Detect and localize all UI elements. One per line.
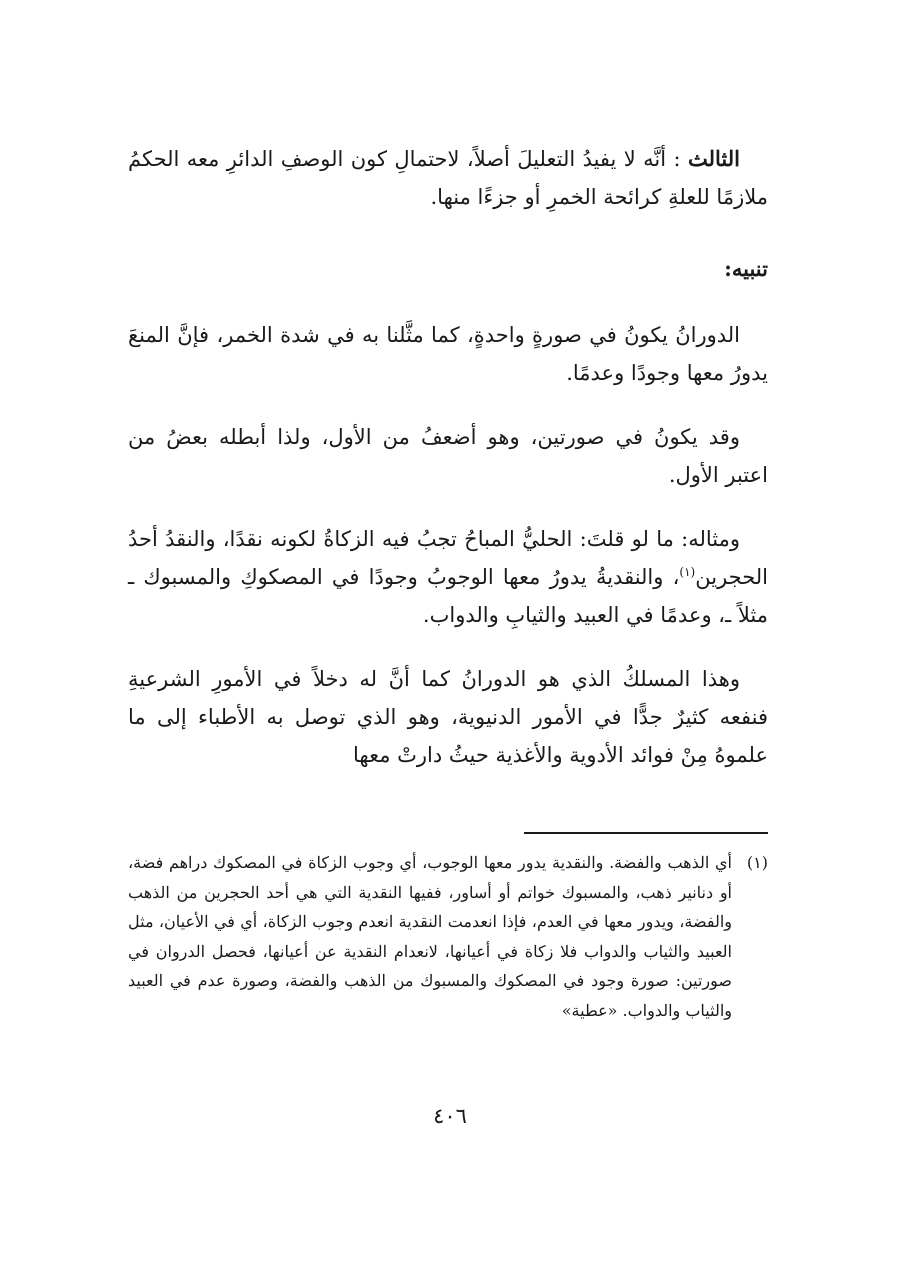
- footnote-number: (١): [746, 853, 768, 872]
- example-text-end: ، والنقديةُ يدورُ معها الوجوبُ وجودًا في المصكوكِ والمسبوك ـ مثلاً ـ، وعدمًا في العبيد والثيابِ والدواب.: [128, 565, 768, 627]
- example-text-start: ومثاله: ما لو قلتَ: الحليُّ المباحُ تجبُ فيه الزكاةُ لكونه نقدًا، والنقدُ أحدُ الحجرين: [128, 527, 768, 589]
- term-label: الثالث: [688, 146, 740, 171]
- page-number: ٤٠٦: [433, 1104, 467, 1128]
- paragraph-third-text: : أنَّه لا يفيدُ التعليلَ أصلاً، لاحتمالِ كون الوصفِ الدائرِ معه الحكمُ ملازمًا للعلةِ كرائحة الخمرِ أو جزءًا منها.: [128, 147, 768, 209]
- footnote: [128, 848, 768, 1025]
- main-text: [128, 140, 768, 774]
- footnote-divider: [524, 832, 768, 834]
- paragraph-example: [128, 520, 768, 634]
- paragraph-method: وهذا المسلكُ الذي هو الدورانُ كما أنَّ له دخلاً في الأمورِ الشرعيةِ فنفعه كثيرٌ جدًّا في الأمور الدنيوية، وهو الذي توصل به الأطباء إلى ما علموهُ مِنْ فوائد الأدوية والأغذية حيثُ دارتْ معها: [128, 667, 768, 767]
- paragraph-single-case: الدورانُ يكونُ في صورةٍ واحدةٍ، كما مثَّلنا به في شدة الخمر، فإنَّ المنعَ يدورُ معها وجودًا وعدمًا.: [128, 323, 768, 385]
- footnote-reference: (١): [679, 565, 696, 579]
- footnote-text: أي الذهب والفضة. والنقدية يدور معها الوجوب، أي وجوب الزكاة في المصكوك دراهم فضة، أو دنانير ذهب، والمسبوك خواتم أو أساور، ففيها النقدية التي هي أحد الحجرين من الذهب والفضة، ويدور معها في العدم، فإذا انعدمت النقدية انعدم وجوب الزكاة، أي في الأعيان، مثل العبيد والثياب والدواب فلا زكاة في أعيانها، لانعدام النقدية عن أعيانها، فحصل الدروان في صورتين: صورة وجود في المصكوك والمسبوك من الذهب والفضة، وصورة عدم في العبيد والثياب والدواب. «عطية»: [128, 853, 733, 1020]
- section-heading: تنبيه:: [724, 256, 768, 281]
- paragraph-two-cases: وقد يكونُ في صورتين، وهو أضعفُ من الأول، ولذا أبطله بعضُ من اعتبر الأول.: [128, 425, 768, 487]
- paragraph-third: [128, 140, 768, 216]
